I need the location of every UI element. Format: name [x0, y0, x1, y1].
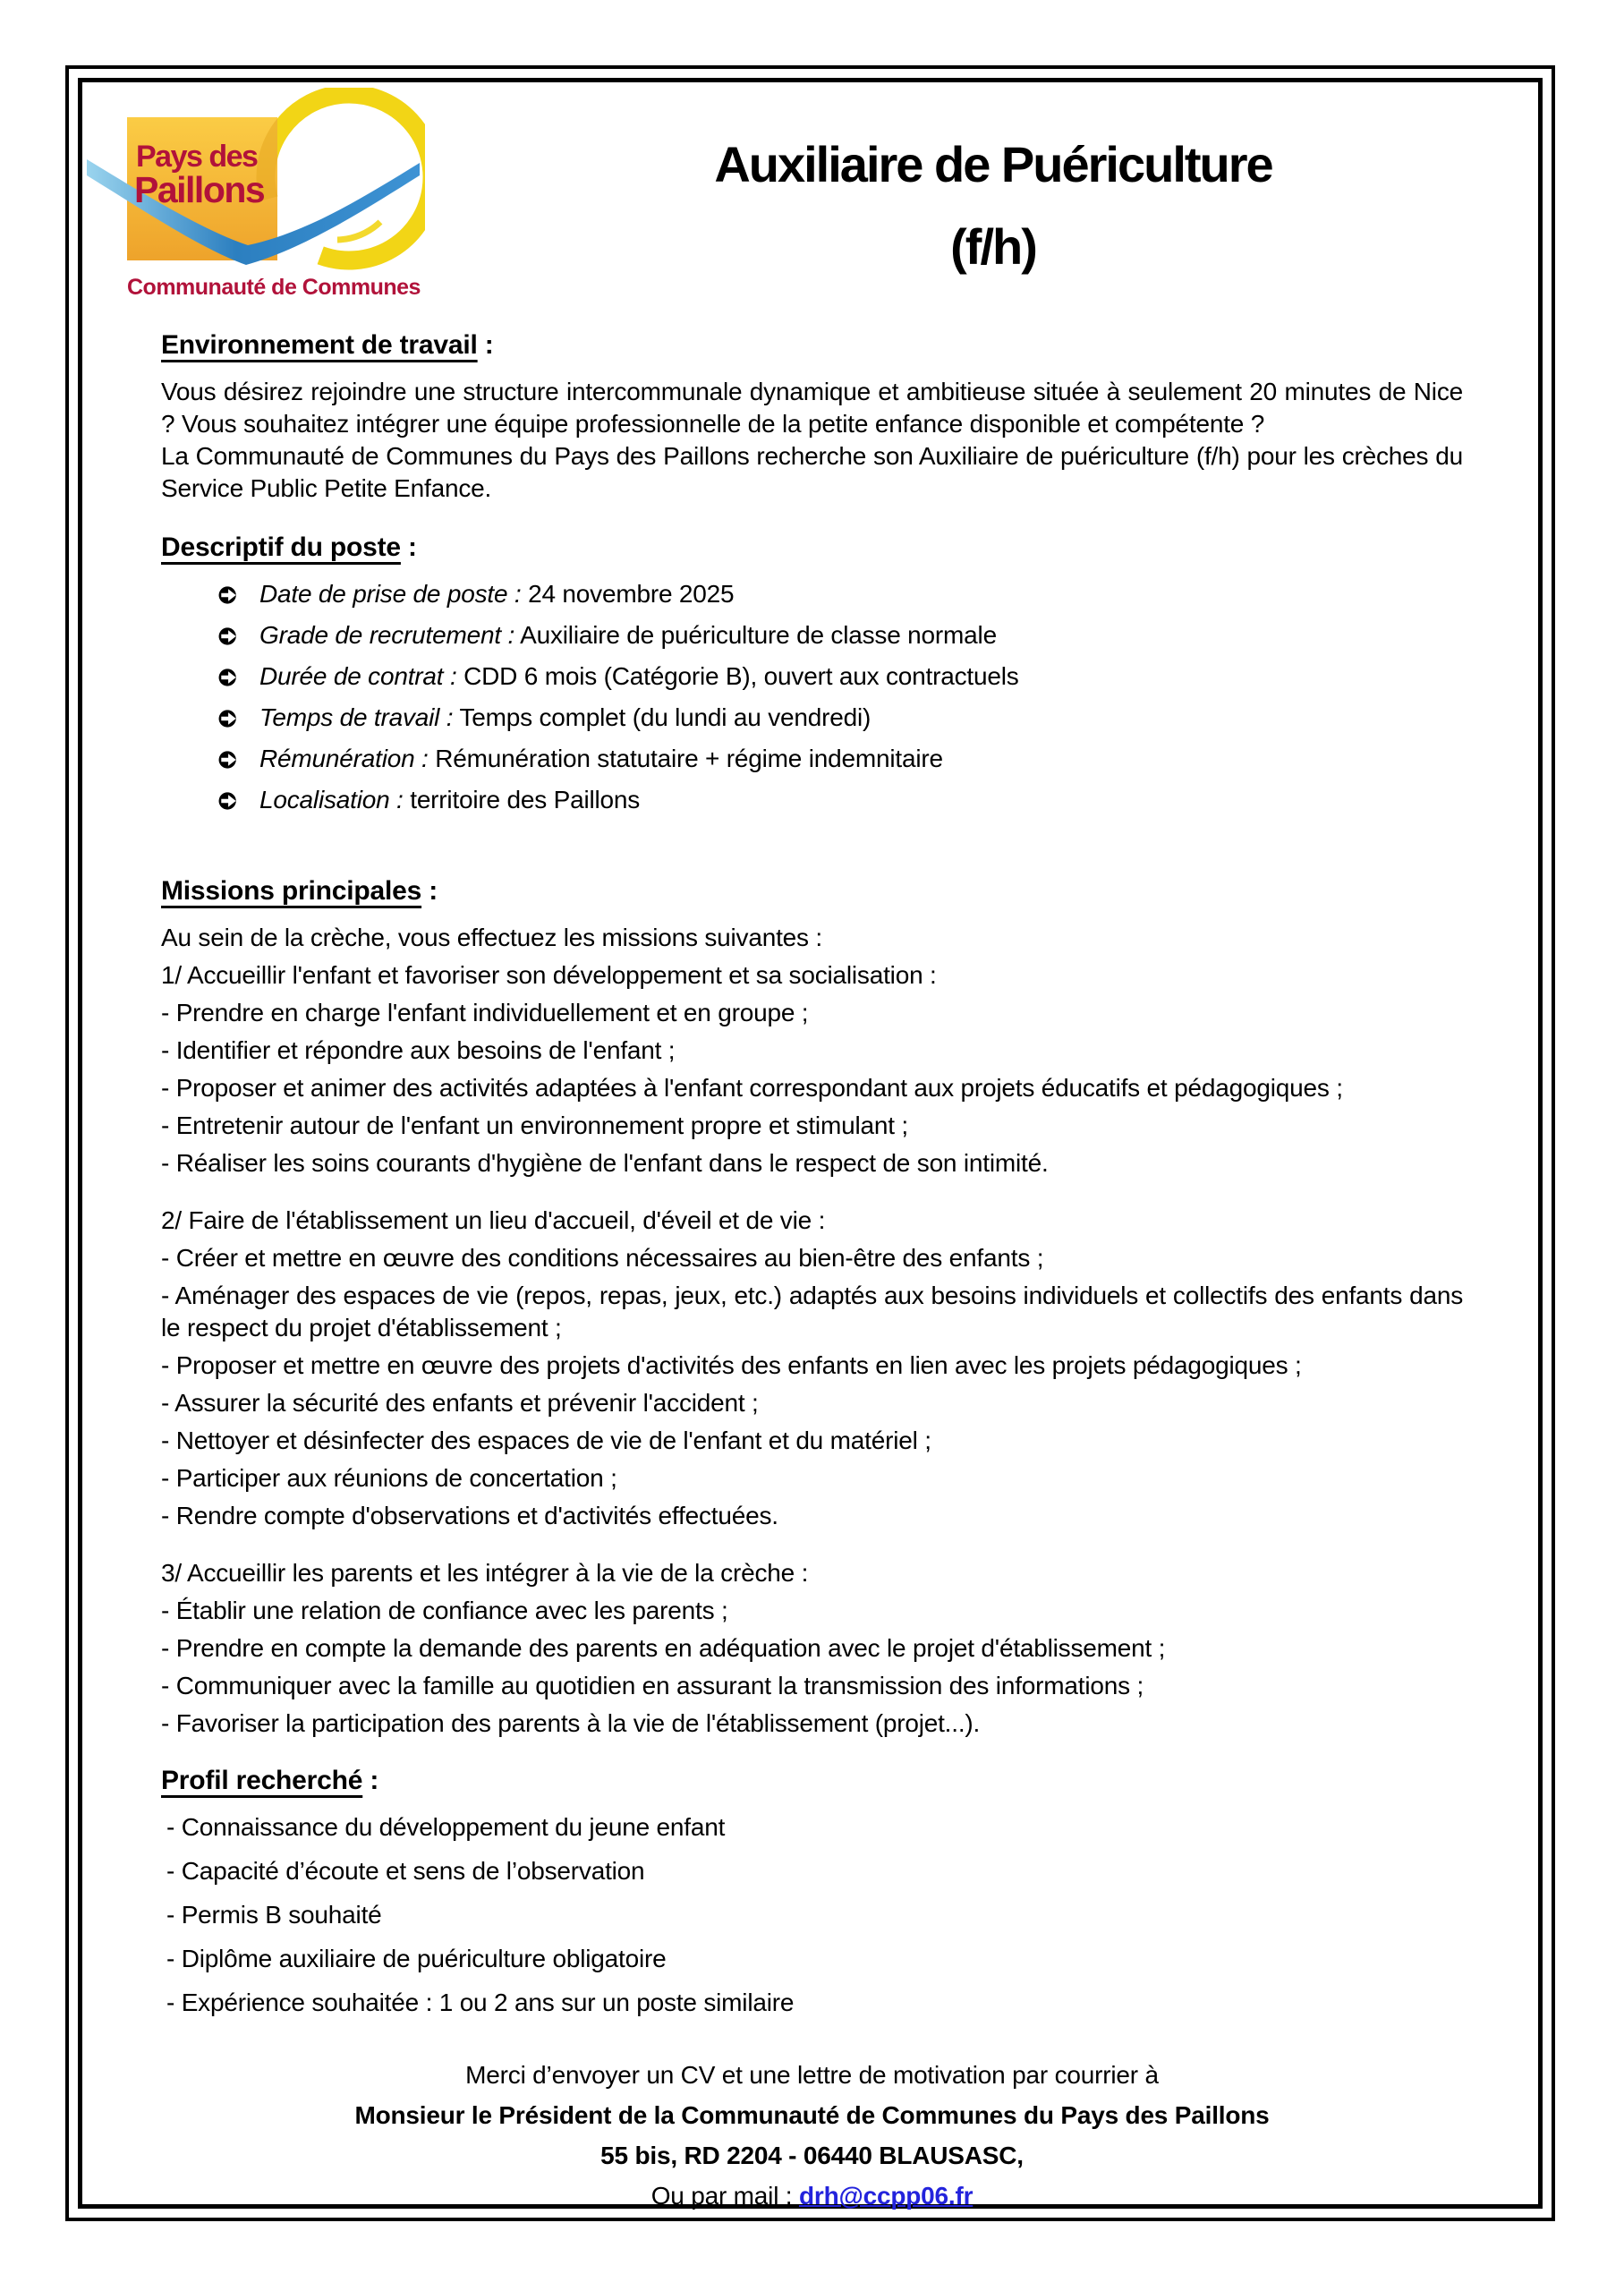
arrow-bullet-icon	[218, 585, 240, 605]
arrow-bullet-icon	[218, 750, 240, 770]
mission-item: - Réaliser les soins courants d'hygiène de l'enfant dans le respect de son intimité.	[161, 1149, 1049, 1177]
list-item: - Capacité d’écoute et sens de l’observation	[166, 1857, 645, 1885]
descriptif-list	[161, 578, 1463, 816]
list-item: Grade de recrutement : Auxiliaire de puériculture de classe normale	[218, 619, 1463, 652]
arrow-bullet-icon	[218, 791, 240, 811]
pays-des-paillons-logo	[85, 88, 425, 302]
mission-item: - Nettoyer et désinfecter des espaces de vie de l'enfant et du matériel ;	[161, 1427, 931, 1454]
logo-text-line1: Pays des	[136, 140, 258, 174]
mission-item: - Aménager des espaces de vie (repos, repas, jeux, etc.) adaptés aux besoins individuels et collectifs des enfants dans le respect du projet d'établissement ;	[161, 1282, 1463, 1341]
section-heading-environnement: Environnement de travail :	[161, 330, 494, 360]
missions-intro: Au sein de la crèche, vous effectuez les missions suivantes :	[161, 924, 823, 951]
list-item: Durée de contrat : CDD 6 mois (Catégorie B), ouvert aux contractuels	[218, 660, 1463, 693]
list-item: - Permis B souhaité	[166, 1901, 382, 1929]
mission-item: - Établir une relation de confiance avec les parents ;	[161, 1597, 728, 1624]
list-item: - Connaissance du développement du jeune enfant	[166, 1813, 726, 1841]
mail-prefix: Ou par mail :	[650, 2182, 799, 2210]
environment-paragraph-1: Vous désirez rejoindre une structure intercommunale dynamique et ambitieuse située à seulement 20 minutes de Nice ? Vous souhaitez intégrer une équipe professionnelle de la petite enfance disponible et compétente ?	[161, 378, 1463, 438]
application-instructions	[161, 2055, 1463, 2216]
mission-item: - Assurer la sécurité des enfants et prévenir l'accident ;	[161, 1389, 759, 1417]
list-item: Rémunération : Rémunération statutaire + régime indemnitaire	[218, 743, 1463, 775]
environment-paragraph-2: La Communauté de Communes du Pays des Paillons recherche son Auxiliaire de puériculture (f/h) pour les crèches du Service Public Petite Enfance.	[161, 442, 1463, 502]
list-item: - Expérience souhaitée : 1 ou 2 ans sur un poste similaire	[166, 1989, 795, 2016]
mission-item: - Créer et mettre en œuvre des conditions nécessaires au bien-être des enfants ;	[161, 1244, 1044, 1272]
list-item: Date de prise de poste : 24 novembre 2025	[218, 578, 1463, 610]
email-link[interactable]: drh@ccpp06.fr	[798, 2182, 974, 2210]
mission-item: - Communiquer avec la famille au quotidien en assurant la transmission des informations ;	[161, 1672, 1144, 1699]
mission-item: - Identifier et répondre aux besoins de l'enfant ;	[161, 1036, 676, 1064]
profil-list	[161, 1811, 1463, 2019]
arrow-bullet-icon	[218, 626, 240, 646]
arrow-bullet-icon	[218, 668, 240, 687]
mission-item: - Prendre en compte la demande des parents en adéquation avec le projet d'établissement ;	[161, 1634, 1166, 1662]
mission-item: - Proposer et mettre en œuvre des projets d'activités des enfants en lien avec les projets pédagogiques ;	[161, 1351, 1302, 1379]
mission-item: - Rendre compte d'observations et d'activités effectuées.	[161, 1502, 778, 1529]
logo-subtitle: Communauté de Communes	[127, 275, 421, 300]
mission-group-1-title: 1/ Accueillir l'enfant et favoriser son développement et sa socialisation :	[161, 961, 937, 989]
mission-item: - Entretenir autour de l'enfant un environnement propre et stimulant ;	[161, 1111, 908, 1139]
footer-line-2: Monsieur le Président de la Communauté de Communes du Pays des Paillons	[354, 2101, 1270, 2129]
list-item: - Diplôme auxiliaire de puériculture obligatoire	[166, 1945, 667, 1972]
document-body	[161, 329, 1463, 2216]
job-title-line1: Auxiliaire de Puériculture	[714, 136, 1272, 192]
footer-line-3: 55 bis, RD 2204 - 06440 BLAUSASC,	[600, 2142, 1024, 2169]
list-item: Temps de travail : Temps complet (du lundi au vendredi)	[218, 702, 1463, 734]
section-heading-profil: Profil recherché :	[161, 1766, 379, 1795]
job-title-line2: (f/h)	[950, 218, 1036, 275]
mission-item: - Prendre en charge l'enfant individuellement et en groupe ;	[161, 999, 809, 1026]
document-title	[465, 123, 1521, 288]
footer-line-1: Merci d’envoyer un CV et une lettre de motivation par courrier à	[465, 2061, 1159, 2089]
mission-item: - Participer aux réunions de concertation ;	[161, 1464, 617, 1492]
arrow-bullet-icon	[218, 709, 240, 728]
logo-text-line2: Paillons	[134, 169, 265, 210]
mission-item: - Proposer et animer des activités adaptées à l'enfant correspondant aux projets éducatifs et pédagogiques ;	[161, 1074, 1343, 1102]
logo-graphic-icon	[85, 88, 425, 302]
list-item: Localisation : territoire des Paillons	[218, 784, 1463, 816]
mission-group-3-title: 3/ Accueillir les parents et les intégrer à la vie de la crèche :	[161, 1559, 809, 1587]
section-heading-missions: Missions principales :	[161, 876, 438, 906]
mission-group-2-title: 2/ Faire de l'établissement un lieu d'accueil, d'éveil et de vie :	[161, 1206, 826, 1234]
footer-line-4	[161, 2176, 1463, 2216]
section-heading-descriptif: Descriptif du poste :	[161, 532, 417, 562]
mission-item: - Favoriser la participation des parents à la vie de l'établissement (projet...).	[161, 1709, 981, 1737]
